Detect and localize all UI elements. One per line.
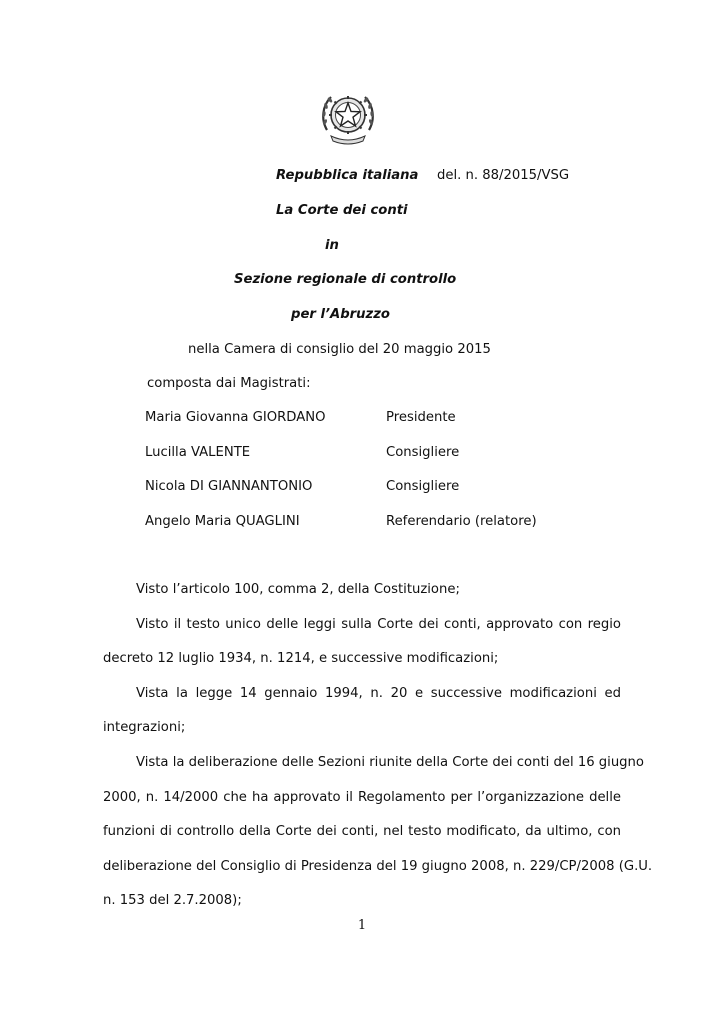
magistrate-role: Referendario (relatore) — [386, 514, 537, 529]
italian-republic-emblem-icon — [317, 86, 379, 148]
body-line: integrazioni; — [103, 720, 186, 735]
court-title: La Corte dei conti — [276, 203, 408, 218]
magistrate-name: Lucilla VALENTE — [145, 445, 251, 460]
composed-label: composta dai Magistrati: — [147, 376, 311, 391]
page-number: 1 — [357, 918, 367, 933]
body-line: Vista la legge 14 gennaio 1994, n. 20 e successive modificazioni ed — [136, 686, 621, 701]
magistrate-role: Presidente — [386, 410, 456, 425]
region-title: per l’Abruzzo — [291, 307, 390, 322]
body-line: funzioni di controllo della Corte dei conti, nel testo modificato, da ultimo, con — [103, 824, 621, 839]
magistrate-role: Consigliere — [386, 445, 460, 460]
body-line: Visto l’articolo 100, comma 2, della Costituzione; — [136, 582, 460, 597]
magistrate-role: Consigliere — [386, 479, 460, 494]
body-line: n. 153 del 2.7.2008); — [103, 893, 242, 908]
magistrate-name: Nicola DI GIANNANTONIO — [145, 479, 313, 494]
section-title: Sezione regionale di controllo — [234, 272, 457, 287]
deliberation-number: del. n. 88/2015/VSG — [437, 168, 570, 183]
body-line: 2000, n. 14/2000 che ha approvato il Regolamento per l’organizzazione delle — [103, 790, 621, 805]
chamber-line: nella Camera di consiglio del 20 maggio 2015 — [188, 342, 491, 357]
magistrate-name: Angelo Maria QUAGLINI — [145, 514, 300, 529]
body-line: Vista la deliberazione delle Sezioni riunite della Corte dei conti del 16 giugno — [136, 755, 644, 770]
body-line: decreto 12 luglio 1934, n. 1214, e successive modificazioni; — [103, 651, 499, 666]
magistrate-name: Maria Giovanna GIORDANO — [145, 410, 326, 425]
in-label: in — [325, 238, 339, 253]
body-line: Visto il testo unico delle leggi sulla Corte dei conti, approvato con regio — [136, 617, 621, 632]
republic-title: Repubblica italiana — [276, 168, 419, 183]
body-line: deliberazione del Consiglio di Presidenza del 19 giugno 2008, n. 229/CP/2008 (G.U. — [103, 859, 653, 874]
